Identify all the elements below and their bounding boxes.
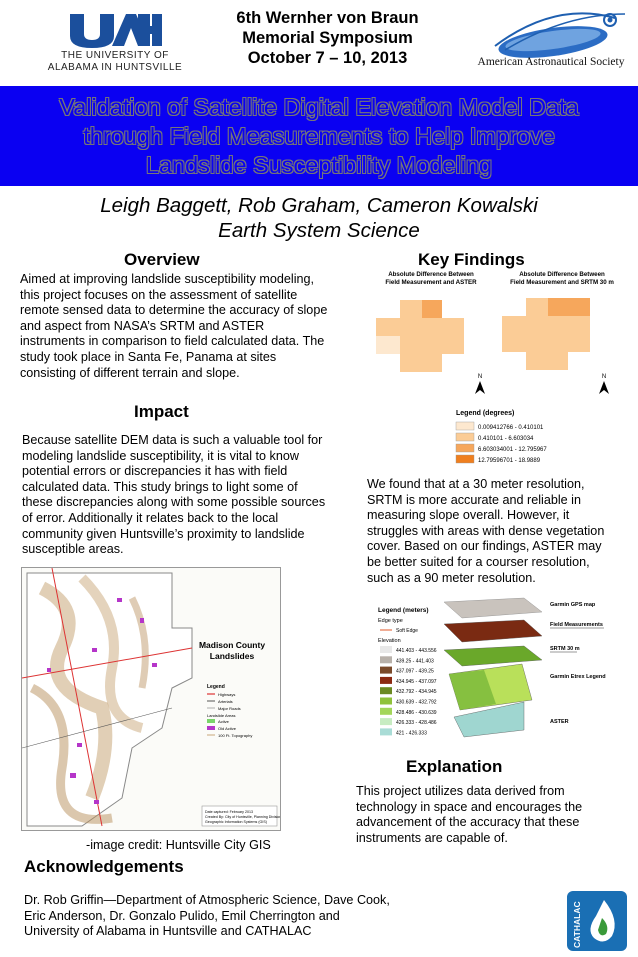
title-line2: through Field Measurements to Help Improve [83,123,555,149]
map-legend-item: Landslide Areas [207,713,236,718]
overview-line: Aimed at improving landslide susceptibility modeling, [20,272,314,286]
impact-heading: Impact [134,402,189,421]
map-title-line1: Madison County [198,640,266,650]
aas-logo [465,6,635,76]
dem-edge-type: Edge type [378,618,403,624]
symposium-line3: October 7 – 10, 2013 [247,49,408,67]
affiliation: Earth System Science [218,219,420,242]
elevation-label: 437.097 - 439.25 [396,668,434,675]
elevation-label: 426.333 - 428.486 [396,720,437,727]
aas-logo-mark [465,6,635,58]
image-credit: -image credit: Huntsville City GIS [86,838,271,852]
ack-line: University of Alabama in Huntsville and CATHALAC [24,924,312,939]
gps-map-layer [444,598,542,618]
elevation-label: 432.792 - 434.945 [396,689,437,696]
map1-title-line2: Field Measurement and ASTER [385,279,477,286]
uah-logo-mark [68,12,163,48]
explanation-line: advancement of the accuracy that these [356,815,580,830]
ack-line: Dr. Rob Griffin—Department of Atmospheric Science, Dave Cook, [24,893,390,907]
map1-title-line1: Absolute Difference Between [388,271,474,278]
map2-title-line1: Absolute Difference Between [519,271,605,278]
findings-line: be better suited for a courser resolution, [367,554,590,569]
north-label-2: N [601,374,607,380]
legend-swatch [456,422,474,430]
findings-line: such as a 90 meter resolution. [367,570,536,585]
legend-swatch [456,433,474,441]
layer-label: ASTER [550,719,569,725]
legend-label: 12.79596701 - 18.9889 [478,458,541,464]
map-legend-title: Legend [207,684,225,690]
key-findings-heading: Key Findings [418,250,525,269]
elevation-label: 428.486 - 430.639 [396,709,437,716]
dem-layers-figure [374,592,629,752]
findings-line: SRTM is more accurate and reliable in [367,492,581,507]
findings-line: We found that at a 30 meter resolution, [367,477,585,491]
overview-line: remote sensed data to determine the accuracy of slope [20,303,328,318]
title-line1: Validation of Satellite Digital Elevation Model Data [59,94,579,120]
elevation-swatch [380,718,392,725]
elevation-swatch [380,698,392,705]
north-label-1: N [477,374,483,380]
symposium-line2: Memorial Symposium [242,29,413,47]
map-legend-item: Old Active [218,726,237,731]
explanation-line: This project utilizes data derived from [356,784,565,798]
legend-label: 0.410101 - 6.603034 [478,436,534,442]
dem-soft-edge: Soft Edge [396,628,418,634]
map-note-line3: Geographic Information Systems (GIS) [205,820,267,824]
poster-title [10,93,628,180]
map-legend-item: Highways [218,692,236,697]
difference-maps-graphic [366,268,626,473]
layer-label: Field Measurements [550,622,603,628]
north-arrow-icon [475,381,485,394]
map-legend-item: Major Roads [218,706,241,711]
symposium-info [200,8,455,68]
cathalac-logo [566,890,628,952]
findings-text [367,477,625,586]
impact-line: of error. Additionally it relates back to the local [22,510,279,525]
impact-line: modeling landslide susceptibility, it is vital to know [22,448,299,463]
findings-line: measuring slope overall. However, it [367,508,570,523]
layer-label: SRTM 30 m [550,646,580,652]
dem-elevation-legend [380,646,437,736]
legend-label: 6.603034001 - 12.795967 [478,447,547,453]
findings-line: struggles with areas with dense vegetation [367,523,605,538]
elevation-label: 439.25 - 441.403 [396,658,434,665]
uah-text-line2: ALABAMA IN HUNTSVILLE [47,62,183,73]
dem-layers-graphic [374,592,629,752]
explanation-text [356,784,621,846]
overview-text [20,272,350,381]
acknowledgements-text [24,893,424,940]
uah-logo [40,12,190,74]
elevation-label: 421 - 426.333 [396,730,427,737]
elevation-swatch [380,667,392,674]
overview-line: study took place in Santa Fe, Panama at sites [20,349,277,364]
landslide-map [21,567,281,831]
srtm-layer [444,646,542,666]
symposium-line1: 6th Wernher von Braun [236,9,419,27]
map-note-line1: Date captured: February 2013 [205,810,253,814]
aster-difference-grid [376,300,464,372]
impact-line: susceptible areas. [22,542,124,557]
explanation-line: technology in space and encourages the [356,799,583,814]
impact-line: these discrepancies along with some possible sources [22,495,326,510]
dem-elevation: Elevation [378,638,401,644]
landslide-map-graphic [22,568,280,830]
elevation-swatch [380,656,392,663]
impact-text [22,433,347,558]
aas-text: American Astronautical Society [477,56,625,68]
impact-line: community given Huntsville’s proximity to landslide [22,526,305,541]
layer-label: Garmin Etrex Legend [550,674,606,680]
map-legend-item: 100 Ft. Topography [218,733,253,738]
legend-swatch [456,455,474,463]
dem-legend-title: Legend (meters) [378,607,429,614]
findings-line: cover. Based on our findings, ASTER may [367,539,602,554]
map-legend-item: Arterials [218,699,233,704]
overview-line: consisting of different terrain and slope. [20,365,240,380]
impact-line: potential errors or discrepancies it has with field [22,464,288,479]
elevation-label: 434.945 - 437.097 [396,678,437,685]
north-arrow-icon [599,381,609,394]
elevation-swatch [380,728,392,735]
impact-line: Because satellite DEM data is such a valuable tool for [22,433,323,447]
title-line3: Landslide Susceptibility Modeling [145,152,493,178]
cathalac-text: CATHALAC [572,901,582,948]
map-title-line2: Landslides [209,651,255,661]
legend-label: 0.009412766 - 0.410101 [478,425,544,431]
ack-line: Eric Anderson, Dr. Gonzalo Pulido, Emil Cherrington and [24,908,340,923]
overview-line: this project focuses on the assessment of satellite [20,287,298,302]
uah-text-line1: THE UNIVERSITY OF [61,50,169,61]
layer-label: Garmin GPS map [550,602,596,608]
elevation-label: 441.403 - 443.556 [396,648,437,654]
field-measurements-layer [444,620,542,642]
explanation-line: instruments are capable of. [356,830,508,845]
legend-degrees-title: Legend (degrees) [456,410,515,417]
map-note-line2: Created By: City of Huntsville, Planning Division [205,815,280,819]
srtm-difference-grid [502,298,590,370]
overview-heading: Overview [124,250,200,269]
overview-line: instruments in comparison to field calculated data. The [20,334,325,349]
acknowledgements-heading: Acknowledgements [24,857,184,876]
authors: Leigh Baggett, Rob Graham, Cameron Kowalski [100,194,538,217]
legend-degrees [456,422,547,464]
impact-line: calculated data. This study brings to light some of [22,479,298,494]
elevation-swatch [380,646,392,653]
elevation-swatch [380,687,392,694]
elevation-swatch [380,677,392,684]
cathalac-logo-mark [566,890,628,952]
elevation-swatch [380,708,392,715]
map2-title-line2: Field Measurement and SRTM 30 m [510,279,614,286]
map-legend-item: Active [218,719,229,724]
legend-swatch [456,444,474,452]
difference-maps-figure [366,268,626,473]
explanation-heading: Explanation [406,757,503,776]
overview-line: and aspect from NASA’s SRTM and ASTER [20,318,265,333]
elevation-label: 430.639 - 432.792 [396,699,437,706]
